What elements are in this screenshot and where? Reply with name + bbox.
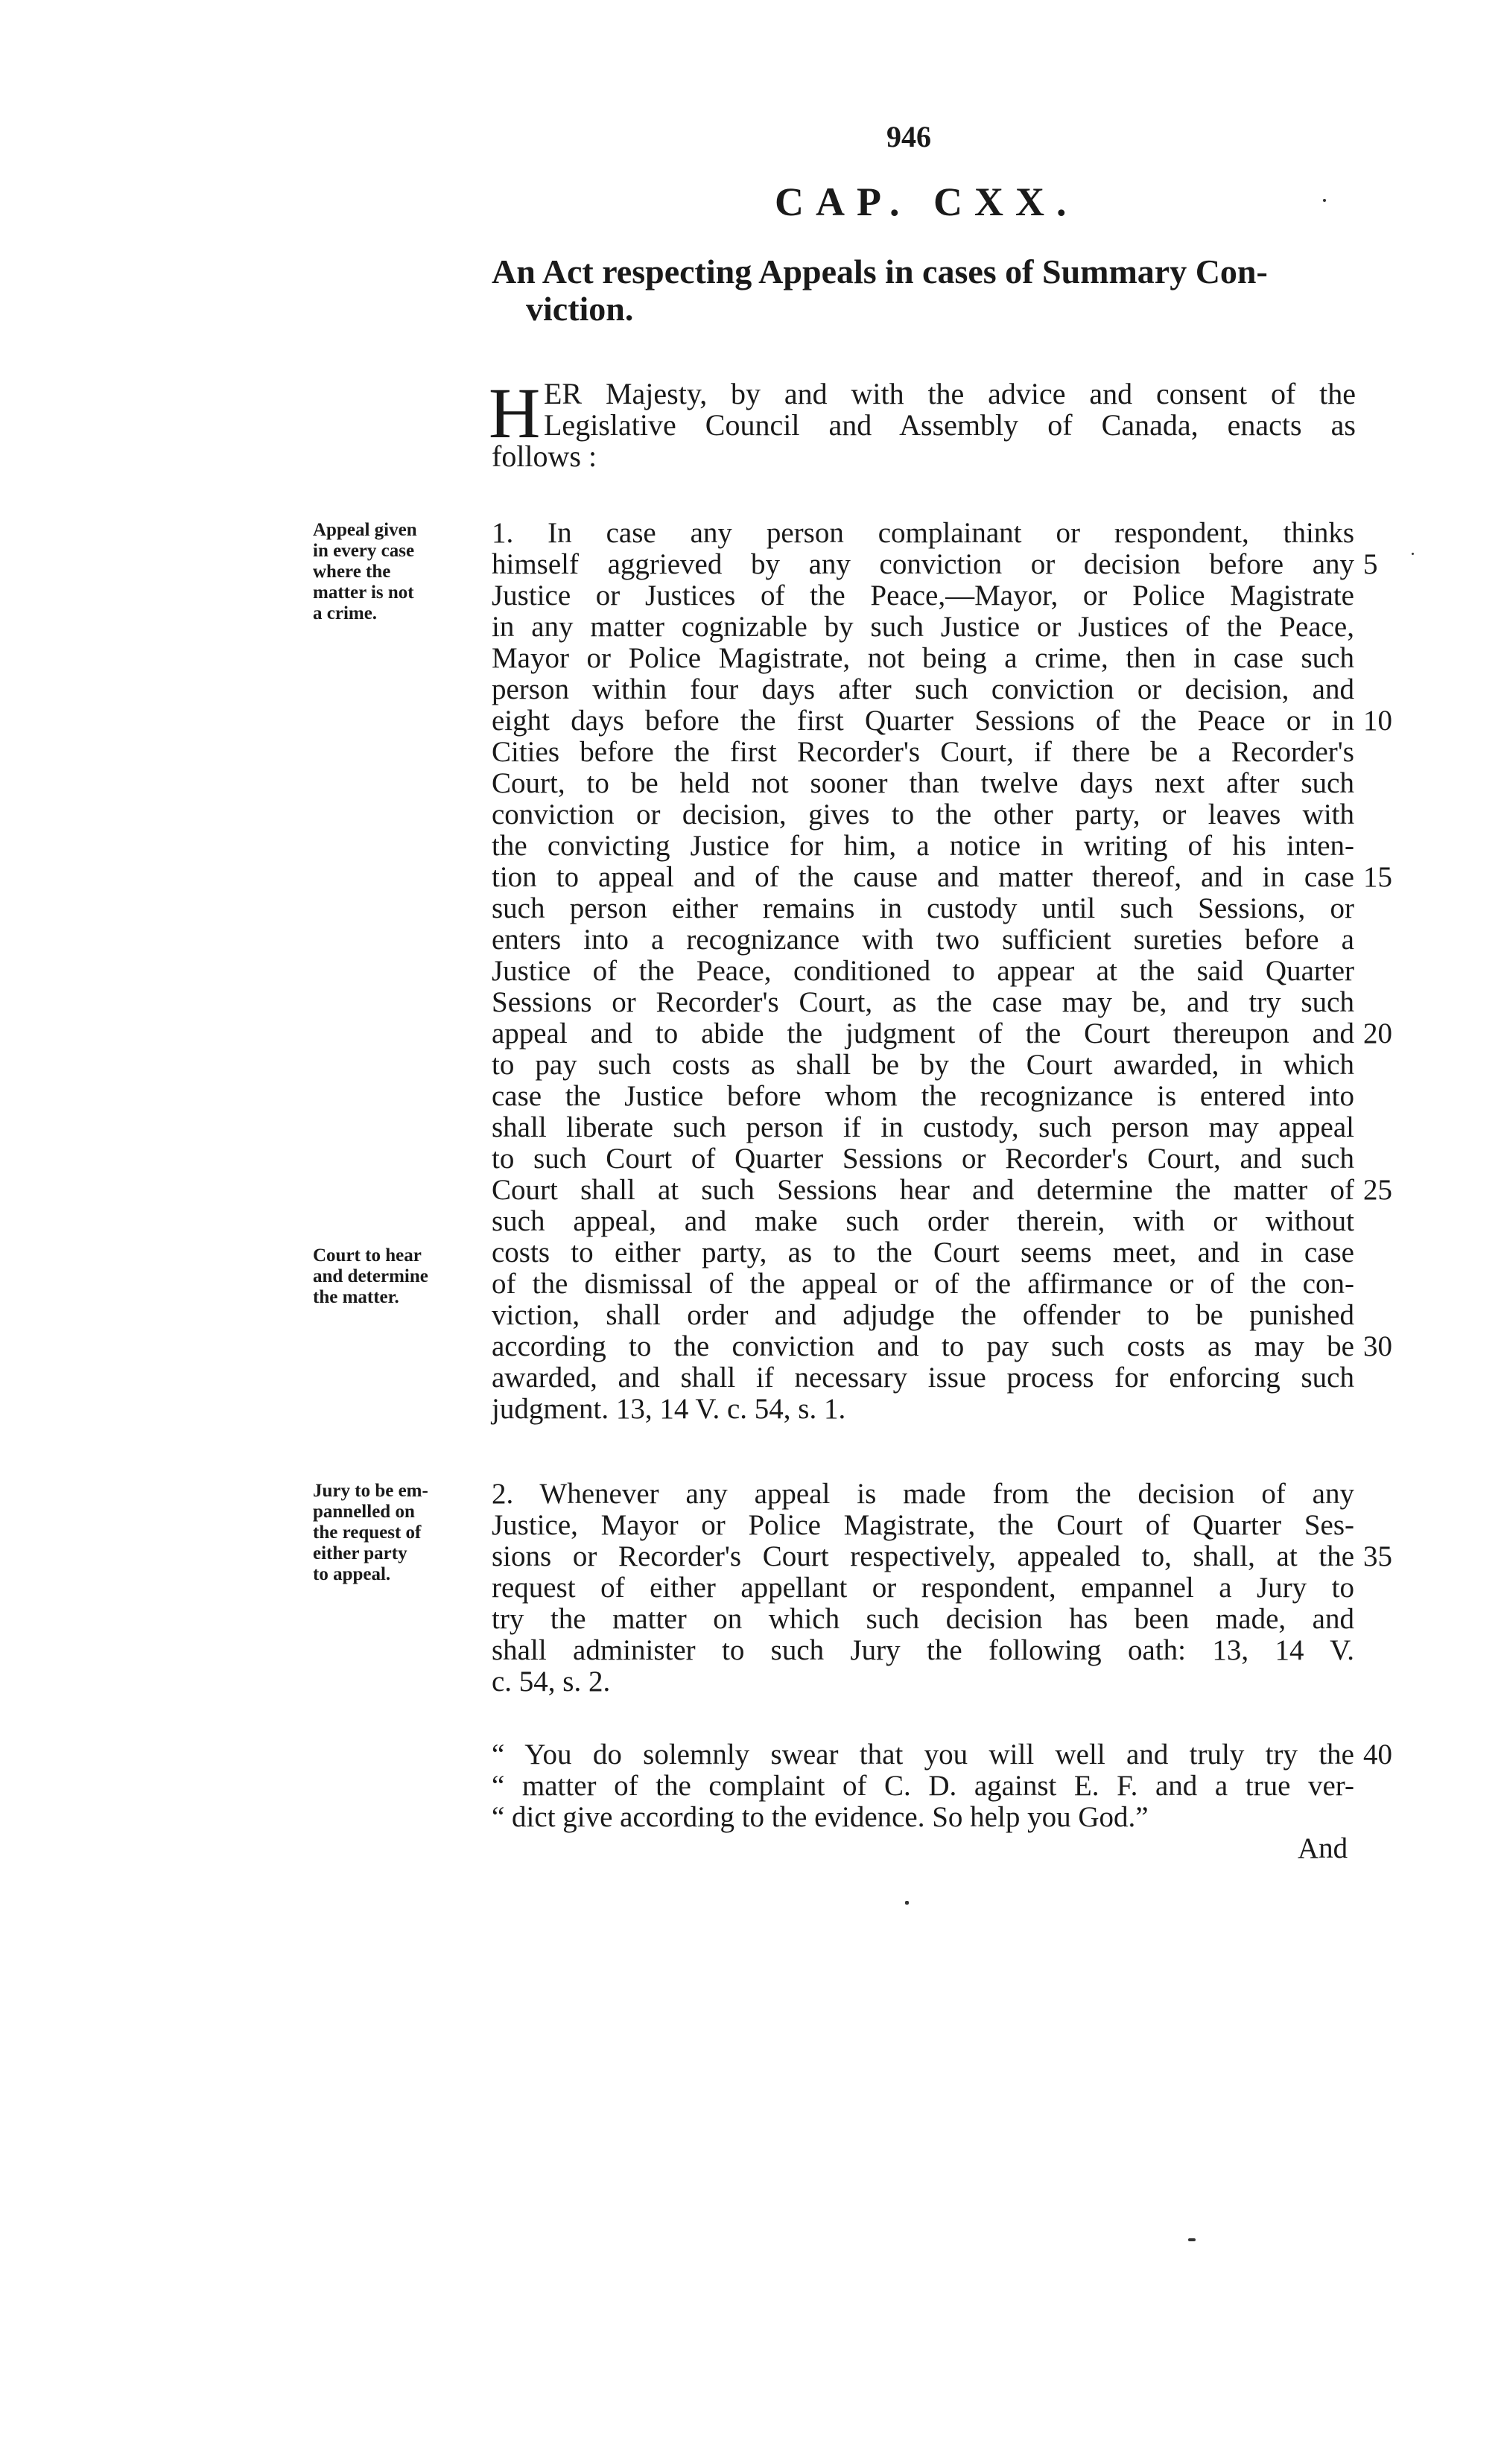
section2-line-5: try the matter on which such decision has been made, and bbox=[492, 1603, 1354, 1635]
line-number-10: 10 bbox=[1363, 705, 1392, 737]
page-number: 946 bbox=[886, 120, 931, 153]
margin-note-line: and determine bbox=[313, 1266, 428, 1286]
preamble-line-3: follows : bbox=[492, 439, 597, 473]
section1-line-14: enters into a recognizance with two sufficient sureties before a bbox=[492, 924, 1354, 956]
section1-line-17: appeal and to abide the judgment of the Court thereupon and bbox=[492, 1017, 1354, 1050]
section1-line-3: Justice or Justices of the Peace,—Mayor, or Police Magistrate bbox=[492, 580, 1354, 612]
section1-line-28: awarded, and shall if necessary issue process for enforcing such bbox=[492, 1362, 1354, 1394]
section1-line-16: Sessions or Recorder's Court, as the case may be, and try such bbox=[492, 986, 1354, 1018]
section1-line-18: to pay such costs as shall be by the Court awarded, in which bbox=[492, 1049, 1354, 1081]
section1-line-23: such appeal, and make such order therein, with or without bbox=[492, 1205, 1354, 1237]
margin-note-line: Jury to be em- bbox=[313, 1481, 428, 1501]
line-number-20: 20 bbox=[1363, 1017, 1392, 1050]
section1-line-5: Mayor or Police Magistrate, not being a crime, then in case such bbox=[492, 642, 1354, 674]
section1-line-24: costs to either party, as to the Court seems meet, and in case bbox=[492, 1236, 1354, 1268]
preamble-line-2: Legislative Council and Assembly of Canada, enacts as bbox=[544, 408, 1356, 442]
preamble-line-1: ER Majesty, by and with the advice and consent of the bbox=[544, 377, 1356, 410]
margin-note-line: a crime. bbox=[313, 603, 378, 623]
margin-note-line: the request of bbox=[313, 1522, 422, 1543]
oath-line-2: “ matter of the complaint of C. D. against E. F. and a true ver- bbox=[492, 1770, 1354, 1802]
section2-line-4: request of either appellant or respondent, empannel a Jury to bbox=[492, 1572, 1354, 1604]
scan-speck bbox=[1188, 2238, 1196, 2241]
section1-line-22: Court shall at such Sessions hear and determine the matter of bbox=[492, 1174, 1354, 1206]
oath-line-3: “ dict give according to the evidence. So help you God.” bbox=[492, 1801, 1149, 1833]
act-title-line-2: viction. bbox=[526, 290, 634, 328]
line-number-5: 5 bbox=[1363, 548, 1378, 580]
margin-note-line: pannelled on bbox=[313, 1502, 415, 1522]
section1-line-1: 1. In case any person complainant or respondent, thinks bbox=[492, 517, 1354, 549]
section1-line-9: Court, to be held not sooner than twelve days next after such bbox=[492, 767, 1354, 799]
margin-note-line: where the bbox=[313, 562, 391, 582]
section2-line-7: c. 54, s. 2. bbox=[492, 1666, 611, 1698]
line-number-15: 15 bbox=[1363, 861, 1392, 893]
section1-line-29: judgment. 13, 14 V. c. 54, s. 1. bbox=[492, 1393, 846, 1425]
chapter-heading: CAP. CXX. bbox=[775, 180, 1079, 224]
margin-note-line: matter is not bbox=[313, 582, 414, 603]
margin-note-line: the matter. bbox=[313, 1287, 399, 1307]
margin-note-line: to appeal. bbox=[313, 1564, 391, 1584]
section1-line-2: himself aggrieved by any conviction or decision before any bbox=[492, 548, 1354, 580]
section1-line-26: viction, shall order and adjudge the offender to be punished bbox=[492, 1299, 1354, 1331]
drop-cap: H bbox=[489, 373, 541, 453]
section1-line-11: the convicting Justice for him, a notice in writing of his inten- bbox=[492, 830, 1354, 862]
section1-line-27: according to the conviction and to pay such costs as may be bbox=[492, 1330, 1354, 1362]
section1-line-13: such person either remains in custody until such Sessions, or bbox=[492, 892, 1354, 924]
section1-line-8: Cities before the first Recorder's Court, if there be a Recorder's bbox=[492, 736, 1354, 768]
oath-line-1: “ You do solemnly swear that you will well and truly try the bbox=[492, 1739, 1354, 1771]
section2-line-3: sions or Recorder's Court respectively, appealed to, shall, at the bbox=[492, 1540, 1354, 1572]
section1-line-21: to such Court of Quarter Sessions or Recorder's Court, and such bbox=[492, 1143, 1354, 1175]
scan-speck bbox=[1412, 553, 1414, 555]
scan-speck bbox=[905, 1901, 909, 1905]
section1-line-10: conviction or decision, gives to the other party, or leaves with bbox=[492, 798, 1354, 831]
line-number-40: 40 bbox=[1363, 1739, 1392, 1771]
section1-line-20: shall liberate such person if in custody, such person may appeal bbox=[492, 1111, 1354, 1143]
margin-note-court-to-hear bbox=[313, 1245, 480, 1308]
line-number-30: 30 bbox=[1363, 1330, 1392, 1362]
margin-note-line: either party bbox=[313, 1543, 407, 1563]
margin-note-appeal-given bbox=[313, 520, 480, 624]
section1-line-25: of the dismissal of the appeal or of the affirmance or of the con- bbox=[492, 1268, 1354, 1300]
act-title-line-1: An Act respecting Appeals in cases of Summary Con- bbox=[492, 253, 1268, 290]
section2-line-2: Justice, Mayor or Police Magistrate, the Court of Quarter Ses- bbox=[492, 1509, 1354, 1541]
section1-line-19: case the Justice before whom the recognizance is entered into bbox=[492, 1080, 1354, 1112]
margin-note-line: in every case bbox=[313, 541, 415, 561]
margin-note-line: Appeal given bbox=[313, 520, 417, 540]
section1-line-12: tion to appeal and of the cause and matter thereof, and in case bbox=[492, 861, 1354, 893]
section1-line-15: Justice of the Peace, conditioned to appear at the said Quarter bbox=[492, 955, 1354, 987]
section2-line-6: shall administer to such Jury the following oath: 13, 14 V. bbox=[492, 1634, 1354, 1666]
section2-line-1: 2. Whenever any appeal is made from the decision of any bbox=[492, 1478, 1354, 1510]
section1-line-6: person within four days after such conviction or decision, and bbox=[492, 673, 1354, 705]
line-number-35: 35 bbox=[1363, 1540, 1392, 1572]
catchword: And bbox=[1298, 1832, 1348, 1864]
scan-speck bbox=[1323, 199, 1326, 202]
section1-line-4: in any matter cognizable by such Justice or Justices of the Peace, bbox=[492, 611, 1354, 643]
margin-note-jury bbox=[313, 1481, 480, 1585]
line-number-25: 25 bbox=[1363, 1174, 1392, 1206]
act-title bbox=[492, 253, 1356, 328]
margin-note-line: Court to hear bbox=[313, 1245, 422, 1266]
section1-line-7: eight days before the first Quarter Sessions of the Peace or in bbox=[492, 705, 1354, 737]
